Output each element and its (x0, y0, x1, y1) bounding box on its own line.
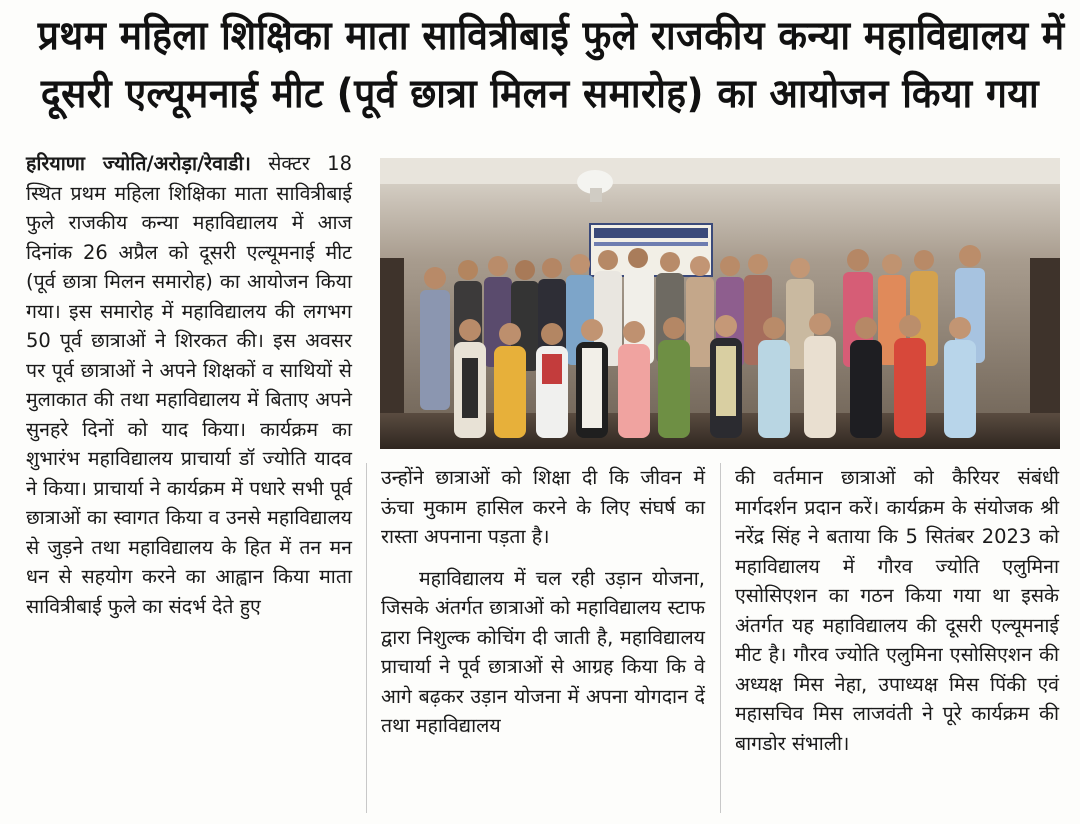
column-2-paragraph-1: उन्होंने छात्राओं को शिक्षा दी कि जीवन में ऊंचा मुकाम हासिल करने के लिए संघर्ष का रास्ता अपनाना पड़ता है। (381, 466, 705, 548)
article-column-1 (26, 149, 352, 621)
dateline: हरियाणा ज्योति/अरोड़ा/रेवाडी। (26, 152, 251, 175)
group-photo (380, 158, 1060, 449)
column-1-text: सेक्टर 18 स्थित प्रथम महिला शिक्षिका माता सावित्रीबाई फुले राजकीय कन्या महाविद्यालय में आज दिनांक 26 अप्रैल को दूसरी एल्यूमनाई मीट (पूर्व छात्रा मिलन समारोह) का आयोजन किया गया। इस समारोह में महाविद्यालय की लगभग 50 पूर्व छात्राओं ने शिरकत की। इस अवसर पर पूर्व छात्राओं ने अपने शिक्षकों व साथियों से मुलाकात की तथा महाविद्यालय में बिताए अपने सुनहरे दिनों को याद किया। कार्यक्रम का शुभारंभ महाविद्यालय प्राचार्या डॉ ज्योति यादव ने किया। प्राचार्या ने कार्यक्रम में पधारे सभी पूर्व छात्राओं का स्वागत किया व उनसे महाविद्यालय से जुड़ने तथा महाविद्यालय के हित में तन मन धन से सहयोग करने का आह्वान किया माता सावित्रीबाई फुले का संदर्भ देते हुए (26, 152, 352, 618)
column-2-paragraph-2: महाविद्यालय में चल रही उड़ान योजना, जिसके अंतर्गत छात्राओं को महाविद्यालय स्टाफ द्वारा निशुल्क कोचिंग दी जाती है, महाविद्यालय प्राचार्या ने पूर्व छात्राओं से आग्रह किया कि वे आगे बढ़कर उड़ान योजना में अपना योगदान दें तथा महाविद्यालय (381, 566, 705, 737)
article-column-2 (381, 463, 705, 741)
group-photo-illustration (380, 158, 1060, 449)
column-divider (366, 463, 367, 813)
column-3-text: की वर्तमान छात्राओं को कैरियर संबंधी मार्गदर्शन प्रदान करें। कार्यक्रम के संयोजक श्री नरेंद्र सिंह ने बताया कि 5 सितंबर 2023 को महाविद्यालय में गौरव ज्योति एलुमिना एसोसिएशन का गठन किया गया था इसके अंतर्गत यह महाविद्यालय की दूसरी एल्यूमनाई मीट है। गौरव ज्योति एलुमिना एसोसिएशन की अध्यक्ष मिस नेहा, उपाध्यक्ष मिस पिंकी एवं महासचिव मिस लाजवंती ने पूरे कार्यक्रम की बागडोर संभाली। (735, 466, 1059, 755)
headline-line-1: प्रथम महिला शिक्षिका माता सावित्रीबाई फुले राजकीय कन्या महाविद्यालय में (37, 13, 1065, 59)
column-divider (720, 463, 721, 813)
article-column-3 (735, 463, 1059, 758)
headline-line-2: दूसरी एल्यूमनाई मीट (पूर्व छात्रा मिलन समारोह) का आयोजन किया गया (40, 71, 1040, 117)
headline (0, 10, 1080, 120)
